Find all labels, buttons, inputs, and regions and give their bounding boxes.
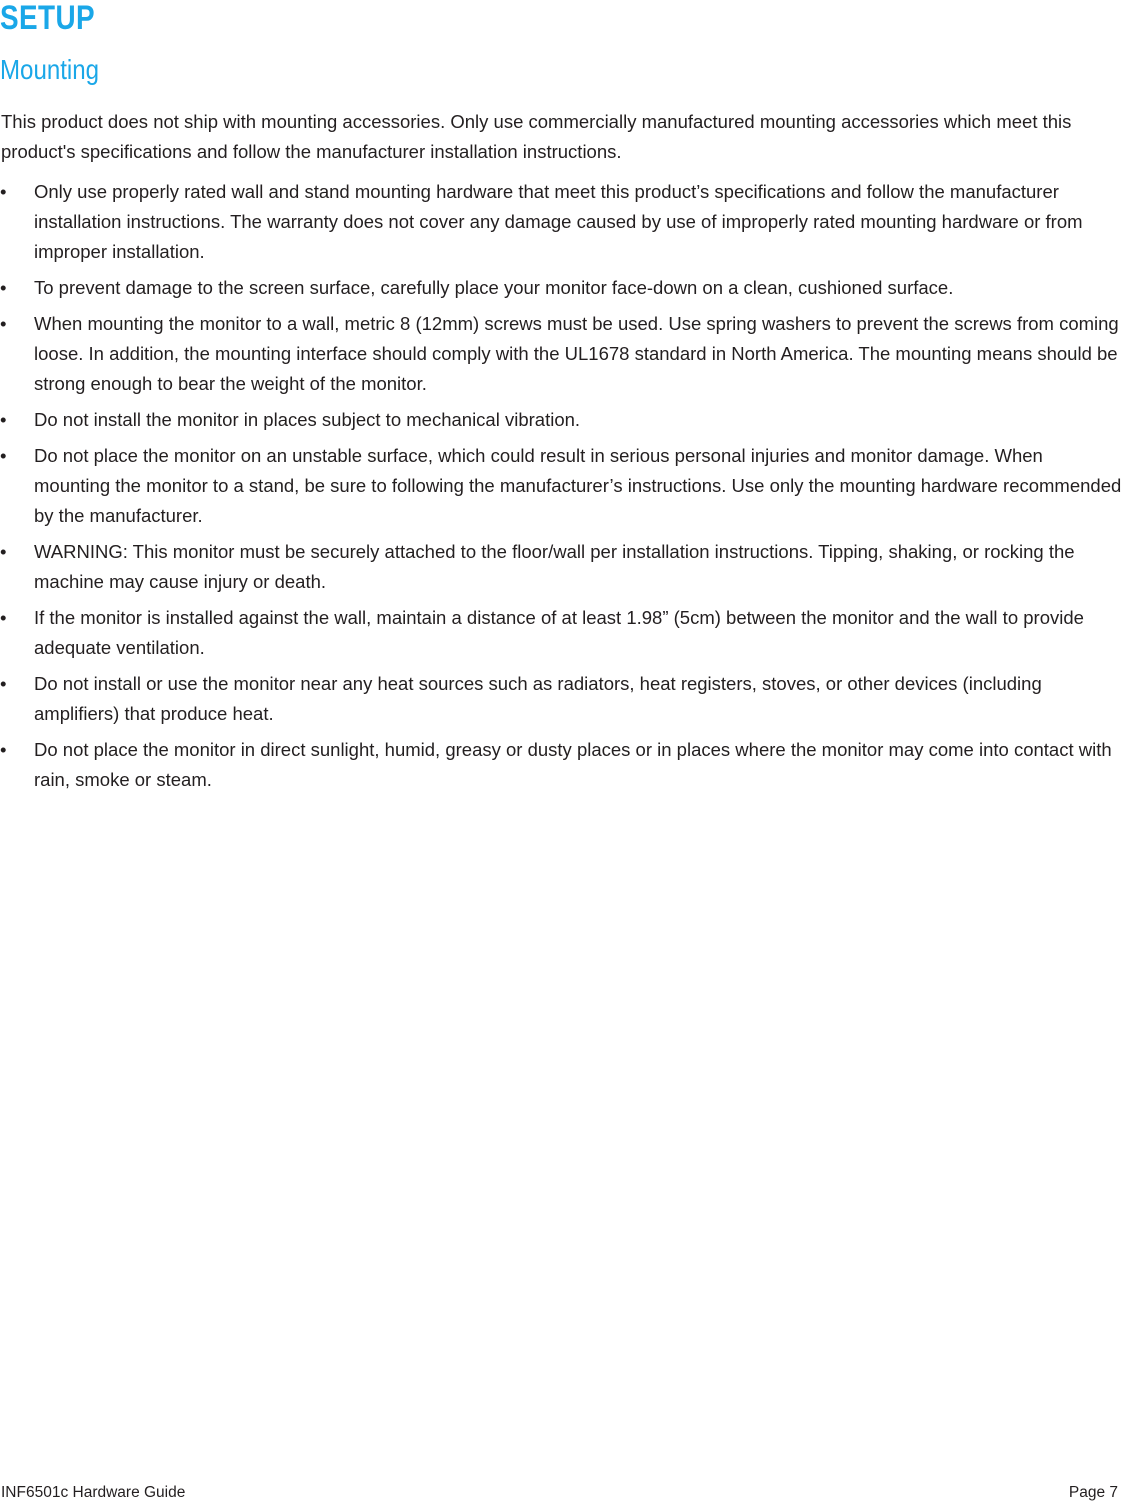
list-item [0,669,1124,729]
bullet-icon: • [0,541,7,562]
list-item-text: Do not place the monitor on an unstable surface, which could result in serious personal injuries and monitor damage. When mounting the monitor to a stand, be sure to following the manufacturer’s instructions. Use only the mounting hardware recommended by the manufacturer. [34,445,1122,526]
list-item [0,735,1124,795]
list-item-text: Only use properly rated wall and stand mounting hardware that meet this product’s specifications and follow the manufacturer installation instructions. The warranty does not cover any damage caused by use of improperly rated mounting hardware or from improper installation. [34,181,1083,262]
list-item-text: Do not place the monitor in direct sunlight, humid, greasy or dusty places or in places where the monitor may come into contact with rain, smoke or steam. [34,739,1112,790]
bullet-icon: • [0,181,7,202]
list-item-text: Do not install or use the monitor near any heat sources such as radiators, heat registers, stoves, or other devices (including amplifiers) that produce heat. [34,673,1042,724]
list-item [0,273,1124,303]
list-item-text: If the monitor is installed against the wall, maintain a distance of at least 1.98” (5cm) between the monitor and the wall to provide adequate ventilation. [34,607,1084,658]
list-item-text: Do not install the monitor in places subject to mechanical vibration. [34,409,581,430]
list-item-text: When mounting the monitor to a wall, metric 8 (12mm) screws must be used. Use spring washers to prevent the screws from coming loose. In addition, the mounting interface should comply with the UL1678 standard in North America. The mounting means should be strong enough to bear the weight of the monitor. [34,313,1119,394]
bullet-icon: • [0,607,7,628]
mounting-guidelines-list [0,177,1124,801]
intro-paragraph: This product does not ship with mounting accessories. Only use commercially manufactured mounting accessories which meet this product's specifications and follow the manufacturer installation instructions. [1,111,1072,162]
footer-page-number: Page 7 [1068,1484,1118,1501]
list-item [0,309,1124,399]
bullet-icon: • [0,673,7,694]
footer-document-name: INF6501c Hardware Guide [1,1484,186,1501]
bullet-icon: • [0,313,7,334]
bullet-icon: • [0,739,7,760]
list-item-text: WARNING: This monitor must be securely attached to the floor/wall per installation instructions. Tipping, shaking, or rocking the machine may cause injury or death. [34,541,1075,592]
list-item [0,177,1124,267]
bullet-icon: • [0,409,7,430]
section-heading-mounting: Mounting [0,54,100,85]
list-item [0,441,1124,531]
list-item-text: To prevent damage to the screen surface, carefully place your monitor face-down on a clean, cushioned surface. [34,277,954,298]
page-title: SETUP [0,0,96,37]
list-item [0,603,1124,663]
bullet-icon: • [0,277,7,298]
list-item [0,405,1124,435]
bullet-icon: • [0,445,7,466]
list-item [0,537,1124,597]
